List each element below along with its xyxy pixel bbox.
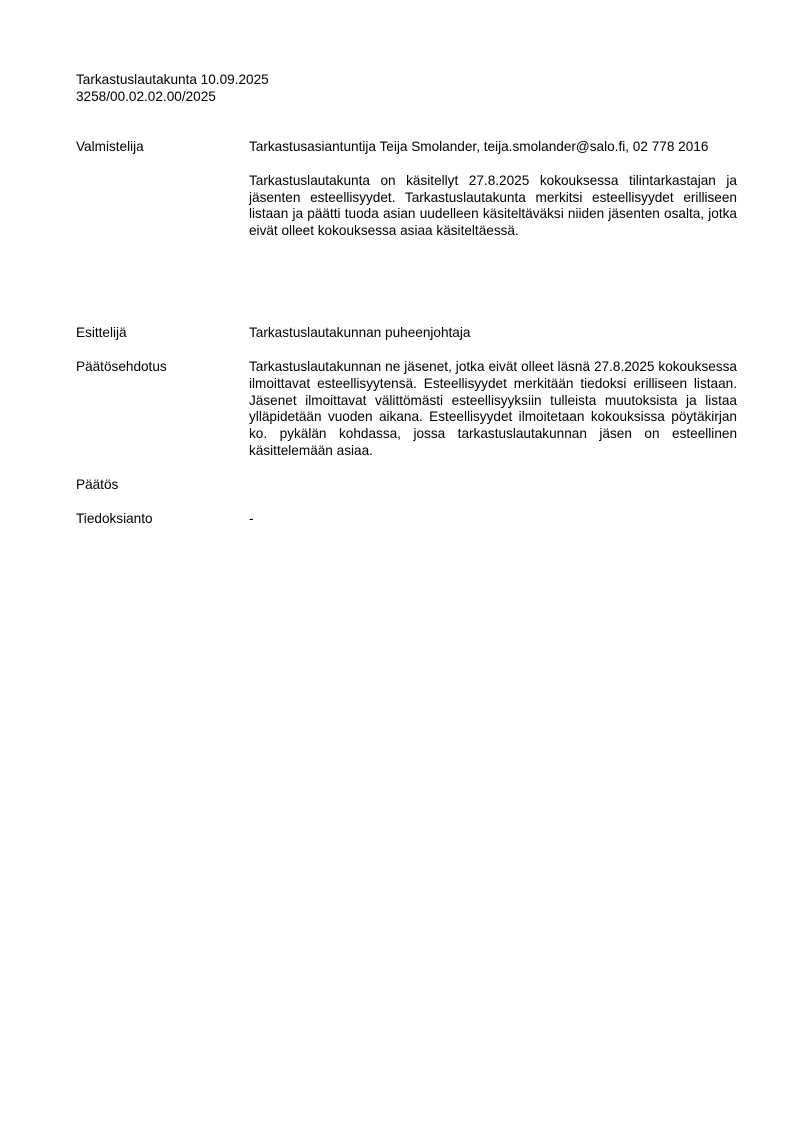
notification-text: - [249,511,254,526]
label-paatosehdotus: Päätösehdotus [76,359,167,374]
presenter-text: Tarkastuslautakunnan puheenjohtaja [249,325,471,340]
content-tiedoksianto [249,511,737,528]
preparer-contact: Tarkastusasiantuntija Teija Smolander, teija.smolander@salo.fi, 02 778 2016 [249,139,709,154]
preparer-description: Tarkastuslautakunta on käsitellyt 27.8.2025 kokouksessa tilintarkastajan ja jäsenten esteellisyydet. Tarkastuslautakunta merkitsi esteellisyydet erilliseen listaan ja päätti tuoda asian uudelleen käsiteltäväksi niiden jäsenten osalta, jotka eivät olleet kokouksessa asiaa käsiteltäessä. [249,172,737,239]
label-tiedoksianto: Tiedoksianto [76,511,153,526]
label-esittelija: Esittelijä [76,325,127,340]
content-esittelija [249,325,737,342]
document-header [76,72,716,106]
meeting-title: Tarkastuslautakunta 10.09.2025 [76,72,269,87]
label-paatos: Päätös [76,477,119,492]
case-number: 3258/00.02.02.00/2025 [76,88,216,104]
content-paatosehdotus [249,359,737,460]
content-valmistelija [249,139,737,240]
label-valmistelija: Valmistelija [76,139,144,154]
proposal-text: Tarkastuslautakunnan ne jäsenet, jotka eivät olleet läsnä 27.8.2025 kokouksessa ilmoittavat esteellisyytensä. Esteellisyydet merkitään tiedoksi erilliseen listaan. Jäsenet ilmoittavat välittömästi esteellisyyksiin tulleista muutoksista ja listaa ylläpidetään vuoden aikana. Esteellisyydet ilmoitetaan kokouksissa pöytäkirjan ko. pykälän kohdassa, jossa tarkastuslautakunnan jäsen on esteellinen käsittelemään asiaa. [249,359,737,458]
